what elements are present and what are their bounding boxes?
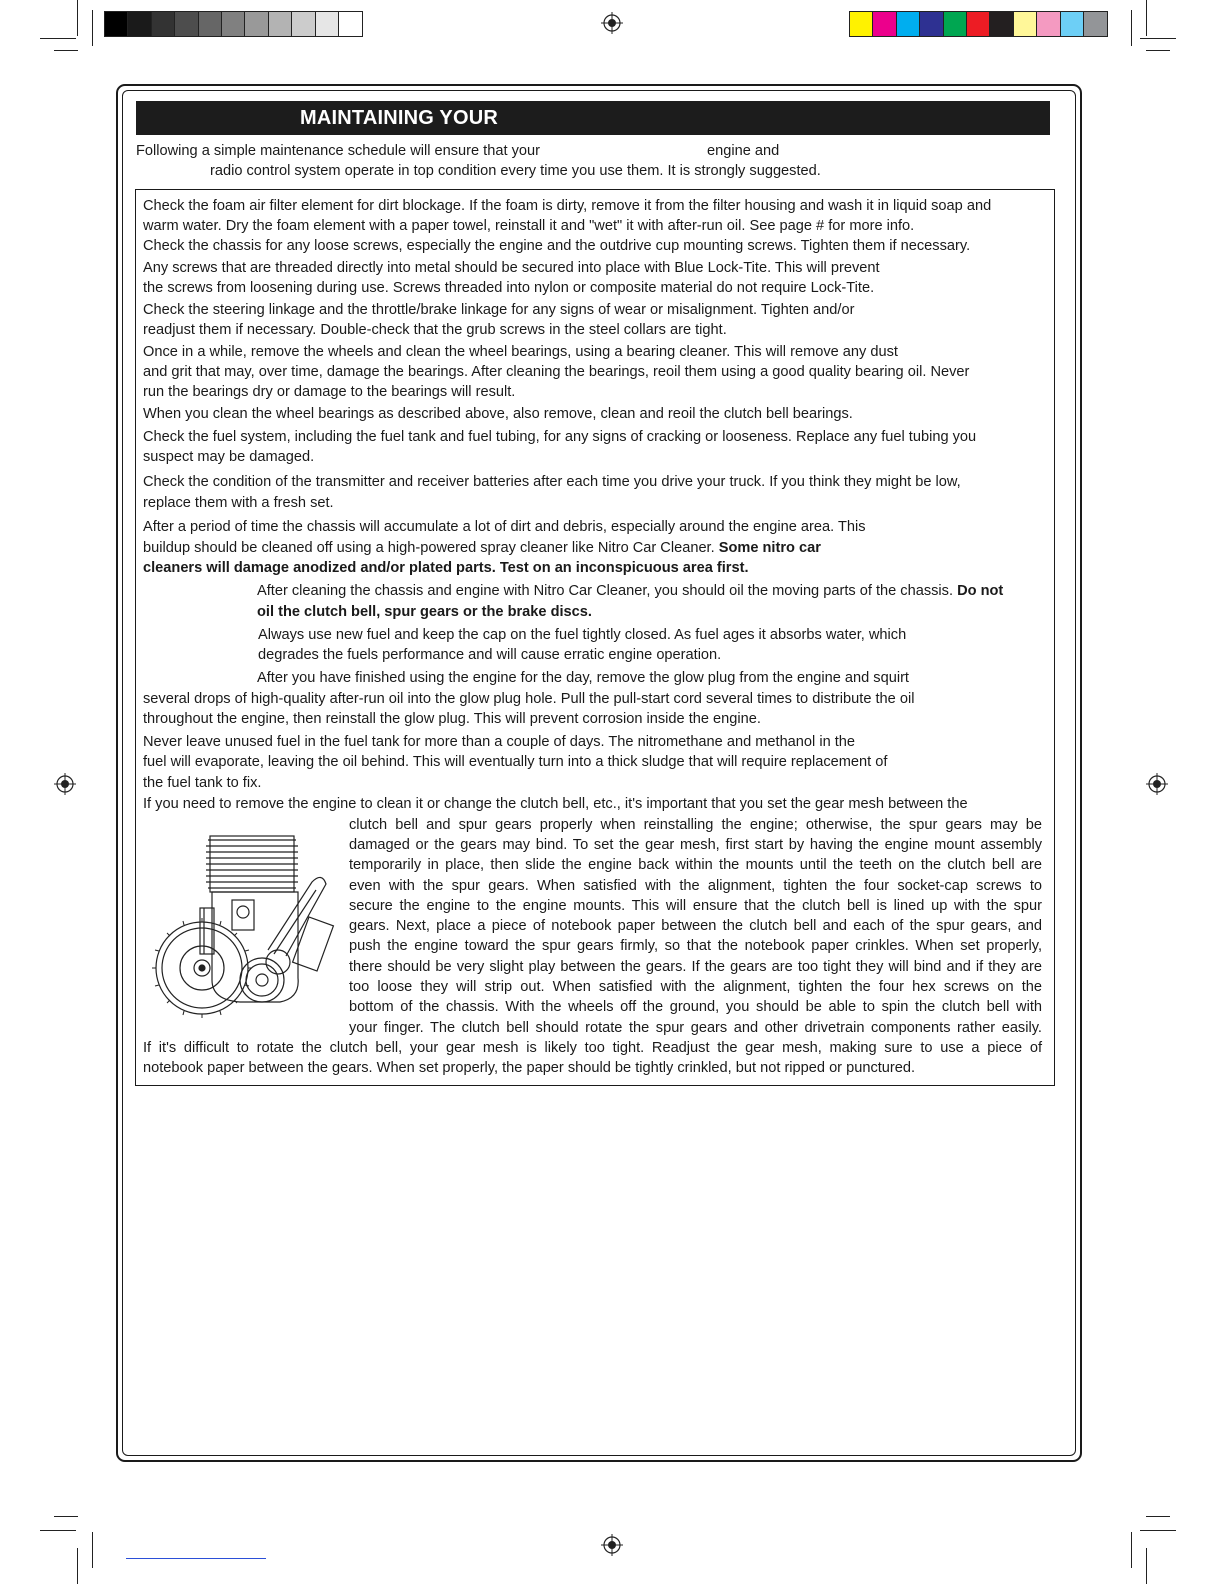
text-line: Always use new fuel and keep the cap on the fuel tightly closed. As fuel ages it absorbs water, which	[258, 627, 907, 643]
text-run: buildup should be cleaned off using a high-powered spray cleaner like Nitro Car Cleaner.	[143, 540, 719, 556]
color-swatch	[873, 12, 896, 36]
text-line: warm water. Dry the foam element with a paper towel, reinstall it and "wet" it with after-run oil. See page # for more info.	[143, 218, 915, 234]
color-swatch	[269, 12, 292, 36]
color-swatch	[944, 12, 967, 36]
text-line: run the bearings dry or damage to the bearings will result.	[143, 384, 516, 400]
crop-mark	[1146, 50, 1170, 51]
color-swatch	[175, 12, 198, 36]
text-line: gears. Next, place a piece of notebook paper between the clutch bell and each of the spur gears, and	[349, 918, 1042, 934]
color-swatch	[316, 12, 339, 36]
text-line: throughout the engine, then reinstall the glow plug. This will prevent corrosion inside the engine.	[143, 711, 761, 727]
section-title-bar	[136, 101, 1050, 135]
crop-mark	[92, 1532, 93, 1568]
warning-text: oil the clutch bell, spur gears or the brake discs.	[257, 604, 592, 620]
color-swatch	[1037, 12, 1060, 36]
color-swatch	[339, 12, 362, 36]
color-swatch	[1061, 12, 1084, 36]
crop-mark	[1146, 1516, 1170, 1517]
text-line: temporarily in place, then slide the engine back within the mounts until the teeth on the clutch bell are	[349, 857, 1042, 873]
text-line: After a period of time the chassis will accumulate a lot of dirt and debris, especially around the engine area. This	[143, 519, 866, 535]
crop-mark	[40, 38, 76, 39]
text-line: Any screws that are threaded directly into metal should be secured into place with Blue Lock-Tite. This will prevent	[143, 260, 880, 276]
text-line: even with the spur gears. When satisfied with the alignment, tighten the four socket-cap screws to	[349, 878, 1042, 894]
text-line: and grit that may, over time, damage the bearings. After cleaning the bearings, reoil them using a good quality bearing oil. Never	[143, 364, 970, 380]
section-title: MAINTAINING YOUR	[300, 107, 499, 129]
text-line: Check the chassis for any loose screws, especially the engine and the outdrive cup mounting screws. Tighten them if necessary.	[143, 238, 971, 254]
crop-mark	[54, 50, 78, 51]
text-line	[143, 538, 821, 558]
crop-mark	[77, 1548, 78, 1584]
text-line: notebook paper between the gears. When set properly, the paper should be tightly crinkled, but not ripped or punctured.	[143, 1060, 916, 1076]
color-swatch	[105, 12, 128, 36]
crop-mark	[54, 1516, 78, 1517]
warning-text: Some nitro car	[718, 540, 821, 556]
text-line: Check the fuel system, including the fuel tank and fuel tubing, for any signs of cracking or looseness. Replace any fuel tubing you	[143, 429, 977, 445]
color-swatch	[292, 12, 315, 36]
crop-mark	[1140, 38, 1176, 39]
registration-mark-icon	[54, 773, 76, 795]
text-line: too loose they will strip out. When satisfied with the alignment, tighten the four hex screws on the	[349, 979, 1042, 995]
color-swatch	[222, 12, 245, 36]
text-line: clutch bell and spur gears properly when reinstalling the engine; otherwise, the spur gears may be	[349, 817, 1042, 833]
text-line: your finger. The clutch bell should rotate the spur gears and other drivetrain components rather easily.	[349, 1020, 1042, 1036]
text-line: damaged or the gears may bind. To set the gear mesh, first start by having the engine mount assembly	[349, 837, 1042, 853]
text-line: replace them with a fresh set.	[143, 495, 334, 511]
text-line: suspect may be damaged.	[143, 449, 315, 465]
intro-text-line-1a: Following a simple maintenance schedule will ensure that your	[136, 143, 540, 159]
color-swatch	[920, 12, 943, 36]
text-line: bottom of the chassis. With the wheels off the ground, you should be able to spin the clutch bell with	[349, 999, 1042, 1015]
text-line: Check the foam air filter element for dirt blockage. If the foam is dirty, remove it from the filter housing and wash it in liquid soap and	[143, 198, 992, 214]
crop-mark	[1131, 10, 1132, 46]
color-swatch	[245, 12, 268, 36]
text-line: push the engine toward the spur gears firmly, so that the notebook paper crinkles. When set properly,	[349, 938, 1042, 954]
intro-text-line-1b: engine and	[707, 143, 780, 159]
warning-text: cleaners will damage anodized and/or plated parts. Test on an inconspicuous area first.	[143, 560, 749, 576]
color-swatch	[967, 12, 990, 36]
color-swatch	[990, 12, 1013, 36]
crop-mark	[92, 10, 93, 46]
text-line: secure the engine to the engine mounts. This will ensure that the clutch bell is lined up with the spur	[349, 898, 1042, 914]
text-line: fuel will evaporate, leaving the oil behind. This will eventually turn into a thick sludge that will require replacement of	[143, 754, 888, 770]
color-swatch	[1014, 12, 1037, 36]
registration-mark-icon	[1146, 773, 1168, 795]
text-line: Check the steering linkage and the throttle/brake linkage for any signs of wear or misalignment. Tighten and/or	[143, 302, 855, 318]
crop-mark	[1131, 1532, 1132, 1568]
text-line: When you clean the wheel bearings as described above, also remove, clean and reoil the clutch bell bearings.	[143, 406, 853, 422]
grayscale-color-bar	[104, 11, 363, 37]
color-swatch	[1084, 12, 1107, 36]
footer-link-underline	[126, 1558, 266, 1559]
crop-mark	[1146, 0, 1147, 36]
text-run: After cleaning the chassis and engine with Nitro Car Cleaner, you should oil the moving parts of the chassis.	[257, 583, 958, 599]
text-line: readjust them if necessary. Double-check that the grub screws in the steel collars are tight.	[143, 322, 727, 338]
text-line: If you need to remove the engine to clean it or change the clutch bell, etc., it's important that you set the gear mesh between the	[143, 796, 968, 812]
color-swatch	[199, 12, 222, 36]
warning-text: Do not	[957, 583, 1004, 599]
crop-mark	[77, 0, 78, 36]
engine-gear-mesh-illustration	[150, 830, 335, 1025]
color-swatch	[850, 12, 873, 36]
text-line: several drops of high-quality after-run oil into the glow plug hole. Pull the pull-start cord several times to distribute the oil	[143, 691, 915, 707]
crop-mark	[1146, 1548, 1147, 1584]
registration-mark-icon	[601, 12, 623, 34]
crop-mark	[40, 1530, 76, 1531]
color-swatch	[152, 12, 175, 36]
color-swatch	[128, 12, 151, 36]
text-line: Never leave unused fuel in the fuel tank for more than a couple of days. The nitromethane and methanol in the	[143, 734, 856, 750]
text-line: After you have finished using the engine for the day, remove the glow plug from the engine and squirt	[257, 670, 909, 686]
color-swatch	[897, 12, 920, 36]
text-line: degrades the fuels performance and will cause erratic engine operation.	[258, 647, 722, 663]
text-line: the screws from loosening during use. Screws threaded into nylon or composite material do not require Lock-Tite.	[143, 280, 875, 296]
text-line	[257, 581, 1003, 601]
registration-mark-icon	[601, 1534, 623, 1556]
intro-text-line-2: radio control system operate in top condition every time you use them. It is strongly suggested.	[210, 163, 821, 179]
text-line: If it's difficult to rotate the clutch bell, your gear mesh is likely too tight. Readjust the gear mesh, making sure to use a piece of	[143, 1040, 1042, 1056]
text-line: the fuel tank to fix.	[143, 775, 262, 791]
text-line: Check the condition of the transmitter and receiver batteries after each time you drive your truck. If you think they might be low,	[143, 474, 961, 490]
text-line: there should be very slight play between the gears. If the gears are too tight they will bind and if they are	[349, 959, 1042, 975]
process-color-bar	[849, 11, 1108, 37]
crop-mark	[1140, 1530, 1176, 1531]
text-line: Once in a while, remove the wheels and clean the wheel bearings, using a bearing cleaner. This will remove any dust	[143, 344, 898, 360]
